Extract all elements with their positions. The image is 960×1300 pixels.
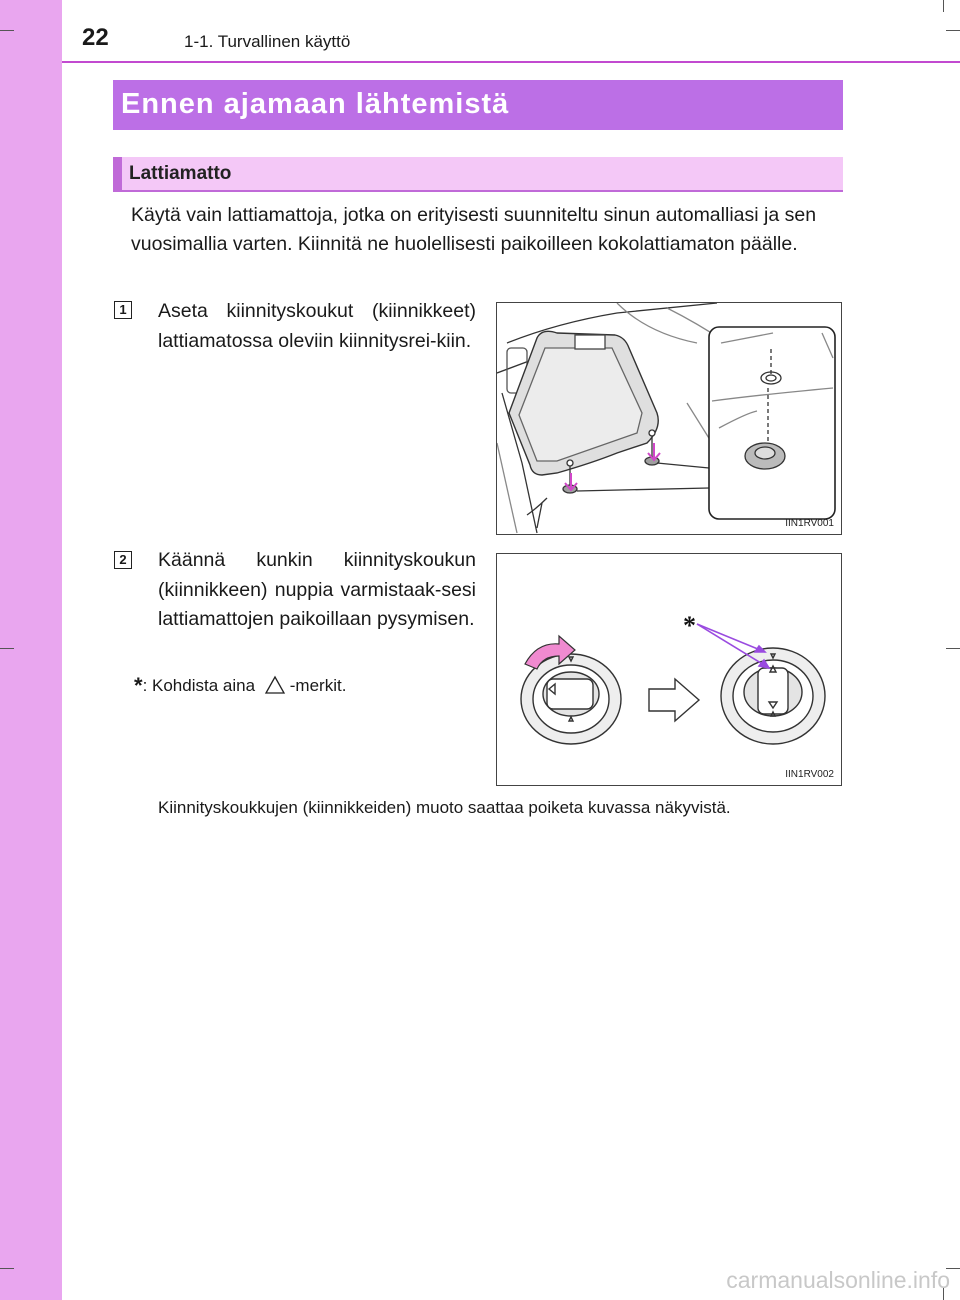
figure-code: IIN1RV002 bbox=[785, 769, 834, 780]
right-arrow-icon bbox=[649, 679, 699, 721]
note-suffix: -merkit. bbox=[289, 676, 347, 695]
step-number-badge: 2 bbox=[114, 551, 132, 569]
figure-turn-knob bbox=[496, 553, 842, 786]
step-number-badge: 1 bbox=[114, 301, 132, 319]
triangle-mark-icon bbox=[264, 675, 286, 695]
intro-paragraph: Käytä vain lattiamattoja, jotka on erityisesti suunniteltu sinun automalliasi ja sen vuosimallia varten. Kiinnitä ne huolellisesti paikoilleen kokolattiamaton päälle. bbox=[131, 204, 817, 255]
watermark: carmanualsonline.info bbox=[726, 1267, 950, 1293]
crop-mark bbox=[0, 1268, 14, 1269]
crop-mark bbox=[943, 0, 944, 12]
crop-mark bbox=[946, 648, 960, 649]
chapter-title: 1-1. Turvallinen käyttö bbox=[184, 32, 351, 51]
header-rule bbox=[62, 61, 960, 63]
crop-mark bbox=[946, 30, 960, 31]
alignment-note bbox=[134, 673, 346, 699]
shape-disclaimer: Kiinnityskoukkujen (kiinnikkeiden) muoto saattaa poiketa kuvassa näkyvistä. bbox=[158, 798, 731, 817]
section-title-banner bbox=[113, 80, 843, 130]
section-title: Ennen ajamaan lähtemistä bbox=[121, 88, 510, 120]
crop-mark bbox=[0, 30, 14, 31]
side-color-band bbox=[0, 0, 62, 1300]
turn-knob-illustration bbox=[497, 554, 842, 786]
floor-mat-illustration bbox=[497, 303, 842, 535]
figure-code: IIN1RV001 bbox=[785, 518, 834, 529]
subsection-title: Lattiamatto bbox=[129, 163, 232, 184]
step-2-text: Käännä kunkin kiinnityskoukun (kiinnikkeen) nuppia varmistaak-sesi lattiamattojen paikoillaan pysymisen. bbox=[158, 549, 476, 630]
step-1-text: Aseta kiinnityskoukut (kiinnikkeet) lattiamatossa oleviin kiinnitysrei-kiin. bbox=[158, 300, 476, 352]
asterisk-marker: * bbox=[683, 611, 696, 640]
subsection-banner bbox=[113, 157, 843, 192]
subsection-accent-bar bbox=[113, 157, 122, 192]
note-asterisk: * bbox=[134, 673, 143, 698]
note-prefix: : Kohdista aina bbox=[142, 676, 256, 695]
page-number: 22 bbox=[82, 24, 109, 51]
figure-floor-mat-hooks bbox=[496, 302, 842, 535]
crop-mark bbox=[0, 648, 14, 649]
